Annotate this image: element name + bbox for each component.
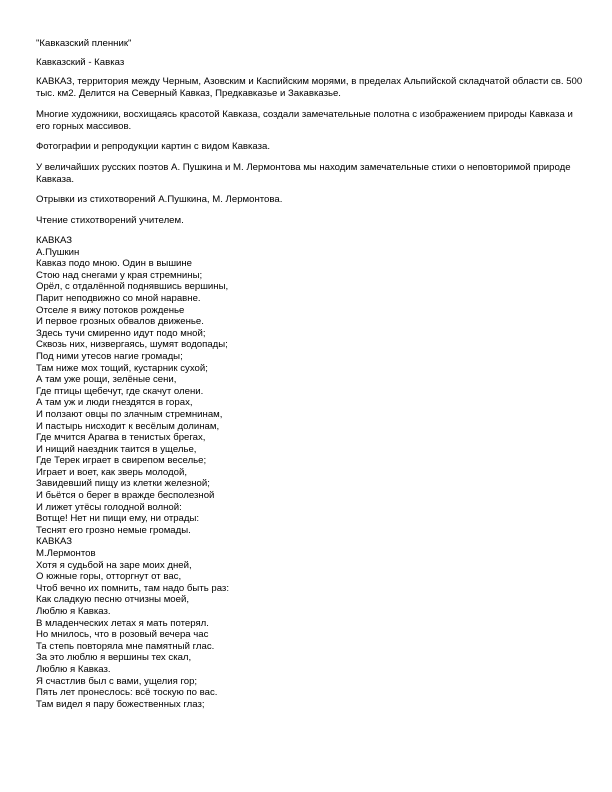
document-subtitle: Кавказский - Кавказ xyxy=(36,57,125,68)
poem-line: Играет и воет, как зверь молодой, xyxy=(36,466,188,478)
poem-line: М.Лермонтов xyxy=(36,548,96,560)
poem-line: Там ниже мох тощий, кустарник сухой; xyxy=(36,362,208,374)
poem-line: Теснят его грозно немые громады. xyxy=(36,524,191,536)
poem-line: Под ними утесов нагие громады; xyxy=(36,350,183,362)
poem-line: Где мчится Арагва в тенистых брегах, xyxy=(36,432,206,444)
poem-line: И лижет утёсы голодной волной: xyxy=(36,501,182,513)
poem-line: И нищий наездник таится в ущелье, xyxy=(36,443,197,455)
poem-block xyxy=(36,235,584,710)
poem-line: Но мнилось, что в розовый вечера час xyxy=(36,629,209,641)
poem-line: Завидевший пищу из клетки железной; xyxy=(36,478,210,490)
poem-line: Где птицы щебечут, где скачут олени. xyxy=(36,385,204,397)
paragraph-photos: Фотографии и репродукции картин с видом Кавказа. xyxy=(36,141,271,152)
poem-line: И первое грозных обвалов движенье. xyxy=(36,316,204,328)
poem-line: И бьётся о берег в вражде бесполезной xyxy=(36,490,215,502)
poem-line: Как сладкую песню отчизны моей, xyxy=(36,594,189,606)
poem-line: Отселе я вижу потоков рожденье xyxy=(36,304,185,316)
poem-line: Орёл, с отдалённой поднявшись вершины, xyxy=(36,281,229,293)
poem-line: Люблю я Кавказ. xyxy=(36,606,111,617)
poem-line: За это люблю я вершины тех скал, xyxy=(36,652,192,664)
poem-line: А там уже рощи, зелёные сени, xyxy=(36,374,177,386)
paragraph-excerpts: Отрывки из стихотворений А.Пушкина, М. Лермонтова. xyxy=(36,194,283,205)
poem-line: А.Пушкин xyxy=(36,246,80,258)
poem-line: Здесь тучи смиренно идут подо мной; xyxy=(36,327,206,339)
document-page xyxy=(36,38,584,710)
poem-line: КАВКАЗ xyxy=(36,536,73,548)
poem-line: В младенческих летах я мать потерял. xyxy=(36,617,209,629)
poem-line: О южные горы, отторгнут от вас, xyxy=(36,571,182,583)
paragraph-reading: Чтение стихотворений учителем. xyxy=(36,214,184,226)
poem-line: Та степь повторяла мне памятный глас. xyxy=(36,640,215,652)
poem-line: Я счастлив был с вами, ущелия гор; xyxy=(36,675,198,687)
poem-line: Вотще! Нет ни пищи ему, ни отрады: xyxy=(36,513,200,525)
poem-line: И ползают овцы по злачным стремнинам, xyxy=(36,408,223,420)
poem-line: Там видел я пару божественных глаз; xyxy=(36,698,205,710)
poem-line: Стою над снегами у края стремнины; xyxy=(36,269,203,281)
poem-line: Пять лет пронеслось: всё тоскую по вас. xyxy=(36,687,218,699)
paragraph-kavkaz-definition: КАВКАЗ, территория между Черным, Азовским и Каспийским морями, в пределах Альпийской складчатой области св. 500 тыс. км2. Делится на Северный Кавказ, Предкавказье и Закавказье. xyxy=(36,76,583,99)
poem-line: Люблю я Кавказ. xyxy=(36,663,111,675)
paragraph-poets: У величайших русских поэтов А. Пушкина и М. Лермонтова мы находим замечательные стихи о неповторимой природе Кавказа. xyxy=(36,161,571,185)
poem-line: Чтоб вечно их помнить, там надо быть раз: xyxy=(36,582,229,594)
document-title: "Кавказский пленник" xyxy=(36,38,132,49)
poem-line: Хотя я судьбой на заре моих дней, xyxy=(36,559,192,571)
paragraph-artists: Многие художники, восхищаясь красотой Кавказа, создали замечательные полотна с изображением природы Кавказа и его горных массивов. xyxy=(36,108,573,132)
poem-line: И пастырь нисходит к весёлым долинам, xyxy=(36,420,220,432)
poem-line: КАВКАЗ xyxy=(36,235,73,246)
poem-line: Парит неподвижно со мной наравне. xyxy=(36,292,201,304)
poem-line: Где Терек играет в свирепом веселье; xyxy=(36,455,207,467)
poem-line: А там уж и люди гнездятся в горах, xyxy=(36,397,193,409)
poem-line: Кавказ подо мною. Один в вышине xyxy=(36,258,193,270)
poem-line: Сквозь них, низвергаясь, шумят водопады; xyxy=(36,339,228,351)
